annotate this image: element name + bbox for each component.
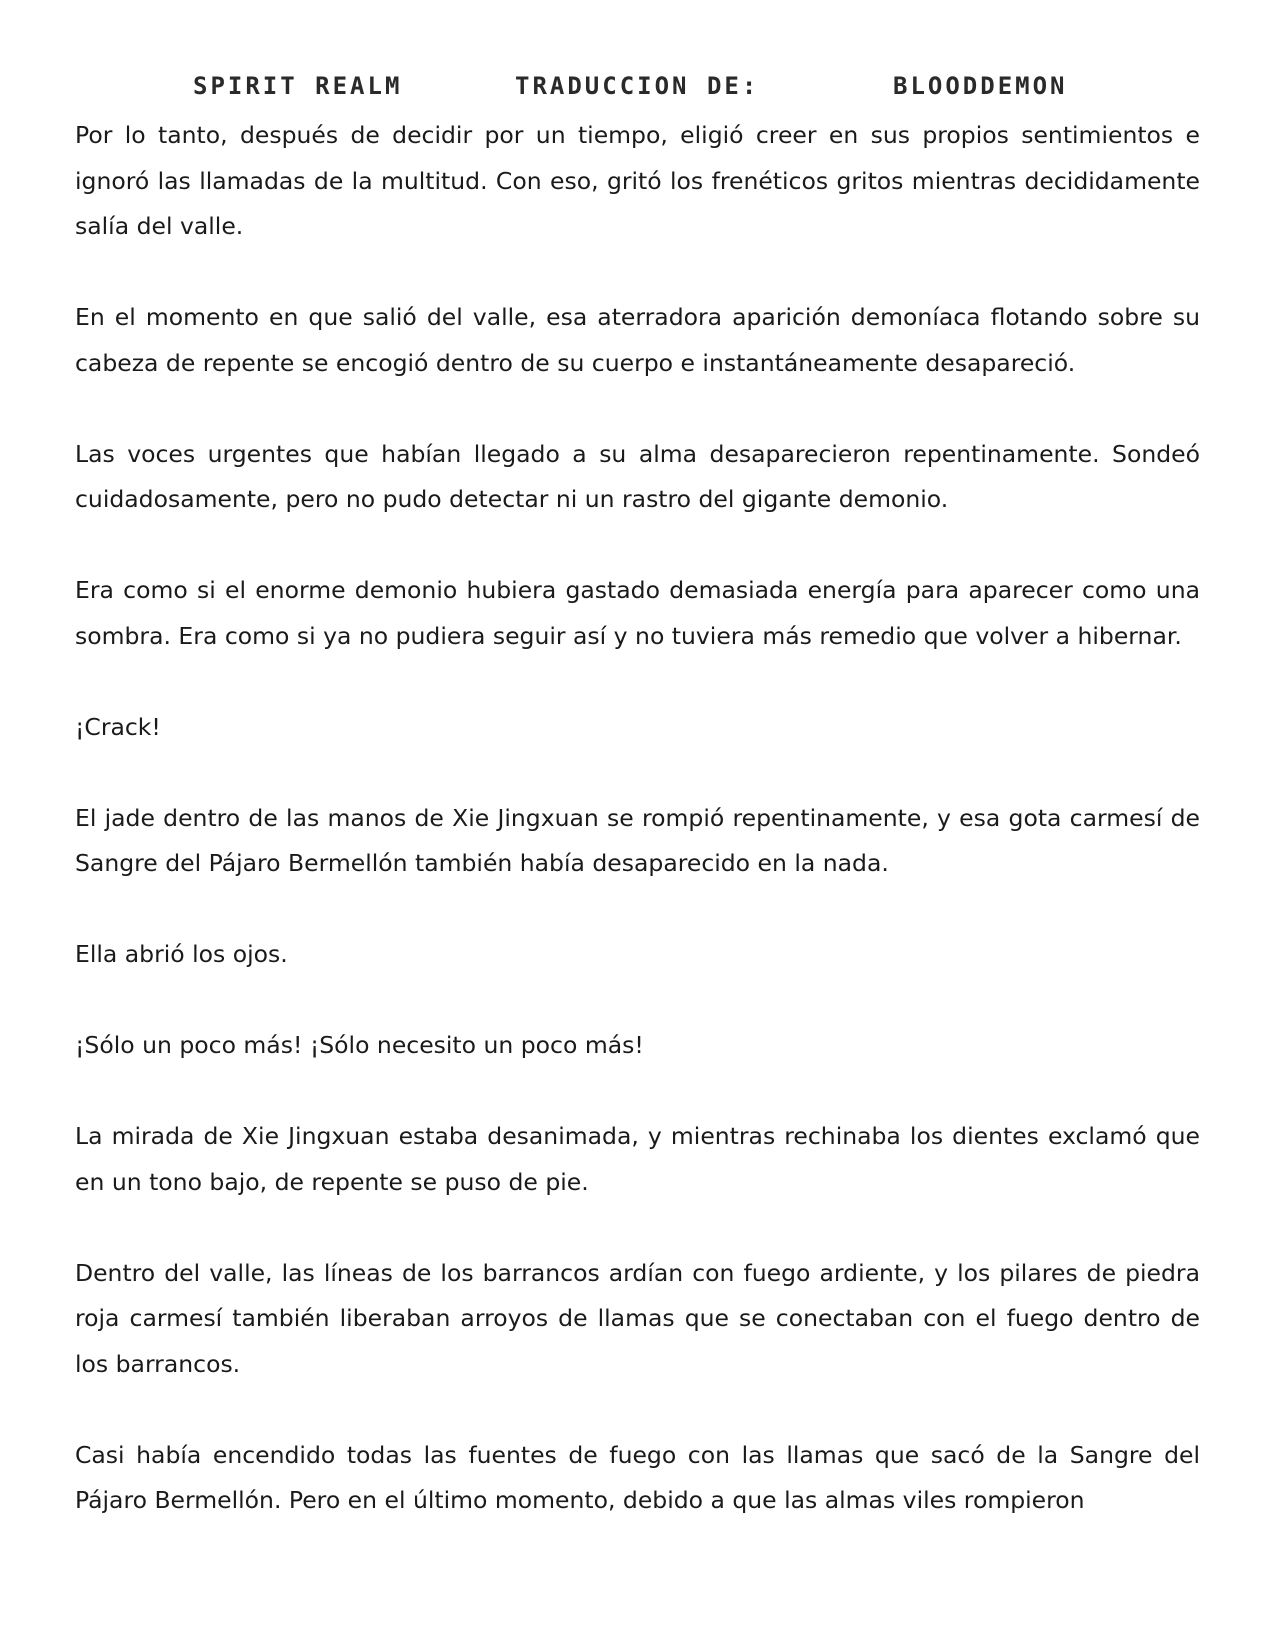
paragraph: El jade dentro de las manos de Xie Jingxuan se rompió repentinamente, y esa gota carmesí de Sangre del Pájaro Bermellón también había desaparecido en la nada. [75,803,1200,877]
header-series-title: SPIRIT REALM [193,72,403,100]
paragraph: Casi había encendido todas las fuentes de fuego con las llamas que sacó de la Sangre del Pájaro Bermellón. Pero en el último momento, debido a que las almas viles rompieron [75,1440,1200,1514]
header-translation-label: TRADUCCION DE: [515,72,760,100]
paragraph: ¡Sólo un poco más! ¡Sólo necesito un poco más! [75,1031,644,1059]
paragraph: Por lo tanto, después de decidir por un tiempo, eligió creer en sus propios sentimientos e ignoró las llamadas de la multitud. Con eso, gritó los frenéticos gritos mientras decididamente salía del valle. [75,121,1200,240]
paragraph: Ella abrió los ojos. [75,940,288,968]
header-translator-name: BLOODDEMON [893,72,1068,100]
body-text [75,113,1200,1569]
paragraph: Dentro del valle, las líneas de los barrancos ardían con fuego ardiente, y los pilares de piedra roja carmesí también liberaban arroyos de llamas que se conectaban con el fuego dentro de los barrancos. [75,1258,1200,1378]
paragraph: La mirada de Xie Jingxuan estaba desanimada, y mientras rechinaba los dientes exclamó que en un tono bajo, de repente se puso de pie. [75,1122,1200,1196]
page-header [0,72,1275,112]
paragraph: En el momento en que salió del valle, esa aterradora aparición demoníaca flotando sobre su cabeza de repente se encogió dentro de su cuerpo e instantáneamente desapareció. [75,303,1200,377]
paragraph: Era como si el enorme demonio hubiera gastado demasiada energía para aparecer como una sombra. Era como si ya no pudiera seguir así y no tuviera más remedio que volver a hibernar. [75,576,1200,650]
paragraph: ¡Crack! [75,712,161,741]
paragraph: Las voces urgentes que habían llegado a su alma desaparecieron repentinamente. Sondeó cuidadosamente, pero no pudo detectar ni un rastro del gigante demonio. [75,439,1200,513]
